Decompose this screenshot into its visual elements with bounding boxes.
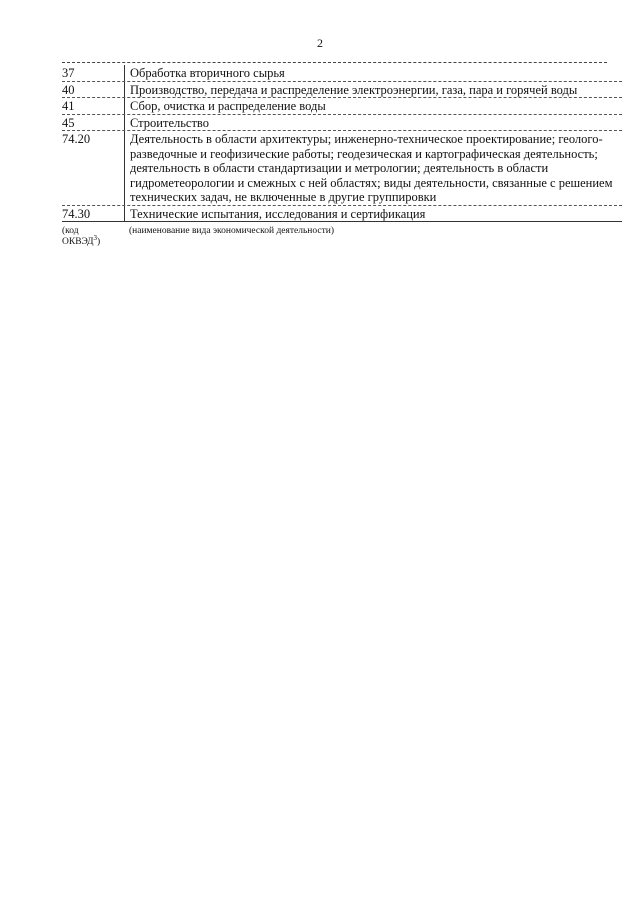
activity-name: Строительство — [124, 115, 622, 131]
okved-code: 45 — [62, 115, 75, 130]
okved-code: 37 — [62, 66, 75, 80]
activity-name: Сбор, очистка и распределение воды — [124, 98, 622, 114]
column-captions — [62, 226, 622, 248]
activity-name: Технические испытания, исследования и сертификация — [124, 206, 622, 222]
top-rule — [62, 62, 607, 63]
table-row — [62, 65, 622, 82]
okved-code: 40 — [62, 82, 75, 97]
table-row — [62, 131, 622, 206]
activity-name: Обработка вторичного сырья — [124, 65, 622, 81]
code-caption-line1: (код — [62, 226, 79, 236]
table-row — [62, 115, 622, 132]
okved-code: 41 — [62, 99, 75, 113]
table-row — [62, 206, 622, 223]
code-caption-close: ) — [97, 237, 101, 247]
okved-code: 74.30 — [62, 206, 91, 221]
table-row — [62, 82, 622, 99]
name-caption: (наименование вида экономической деятельности) — [129, 226, 334, 236]
activity-table — [62, 62, 622, 222]
table-row — [62, 98, 622, 115]
activity-name: Производство, передача и распределение электроэнергии, газа, пара и горячей воды — [124, 82, 622, 98]
page-number: 2 — [317, 36, 323, 50]
footnote-marker: 3 — [93, 233, 97, 242]
okved-code: 74.20 — [62, 132, 91, 146]
activity-name: Деятельность в области архитектуры; инженерно-техническое проектирование; геолого-разведочные и геофизические работы; геодезическая и картографическая деятельность; деятельность в области стандартизации и метрологии; деятельность в области гидрометеорологии и смежных с ней областях; виды деятельности, связанные с решением технических задач, не включенные в другие группировки — [124, 131, 622, 205]
code-caption — [62, 226, 129, 248]
code-caption-line2: ОКВЭД — [62, 237, 94, 247]
